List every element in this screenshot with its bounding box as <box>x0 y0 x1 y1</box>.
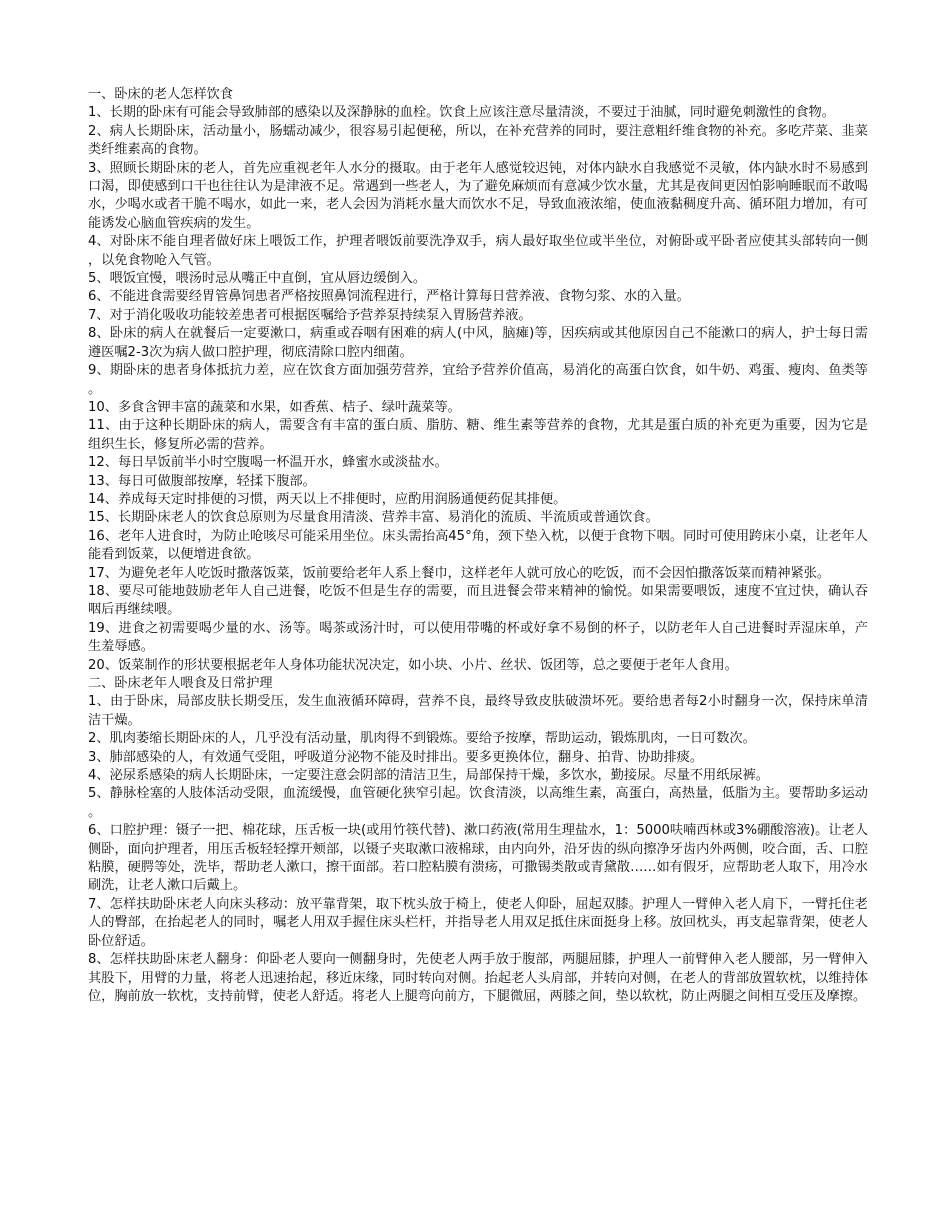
paragraph: 7、对于消化吸收功能较差患者可根据医嘱给予营养泵持续泵入胃肠营养液。 <box>88 307 532 323</box>
paragraph: 16、老年人进食时，为防止呛咳尽可能采用坐位。床头需抬高45°角，颈下垫入枕，以便于食物下咽。同时可使用跨床小桌，让老年人能看到饭菜，以便增进食欲。 <box>88 528 868 563</box>
paragraph: 19、进食之初需要喝少量的水、汤等。喝茶或汤汁时，可以使用带嘴的杯或好拿不易倒的杯子，以防老年人自己进餐时弄湿床单，产生羞辱感。 <box>88 620 868 655</box>
paragraph: 11、由于这种长期卧床的病人，需要含有丰富的蛋白质、脂肪、糖、维生素等营养的食物，尤其是蛋白质的补充更为重要，因为它是组织生长，修复所必需的营养。 <box>88 418 868 452</box>
section-title-2: 二、卧床老年人喂食及日常护理 <box>88 676 273 691</box>
paragraph: 20、饭菜制作的形状要根据老年人身体功能状况决定，如小块、小片、丝状、饭团等，总之要便于老年人食用。 <box>88 657 738 673</box>
paragraph: 18、要尽可能地鼓励老年人自己进餐，吃饭不但是生存的需要，而且进餐会带来精神的愉悦。如果需要喂饭，速度不宜过快，确认吞咽后再继续喂。 <box>88 583 868 618</box>
paragraph: 10、多食含钾丰富的蔬菜和水果，如香蕉、桔子、绿叶蔬菜等。 <box>88 399 461 415</box>
paragraph: 8、卧床的病人在就餐后一定要漱口，病重或吞咽有困难的病人(中风，脑瘫)等，因疾病或其他原因自己不能漱口的病人，护士每日需遵医嘱2-3次为病人做口腔护理，彻底清除口腔内细菌。 <box>88 326 868 360</box>
paragraph: 12、每日早饭前半小时空腹喝一杯温开水，蜂蜜水或淡盐水。 <box>88 455 448 471</box>
paragraph: 3、肺部感染的人，有效通气受阻，呼吸道分泌物不能及时排出。要多更换体位，翻身、拍背、协助排痰。 <box>88 749 704 765</box>
paragraph: 2、肌肉萎缩长期卧床的人，几乎没有活动量，肌肉得不到锻炼。要给予按摩，帮助运动，锻炼肌肉，一日可数次。 <box>88 731 756 747</box>
paragraph: 6、口腔护理：镊子一把、棉花球，压舌板一块(或用竹筷代替)、漱口药液(常用生理盐水，1：5000呋喃西林或3%硼酸溶液)。让老人侧卧，面向护理者，用压舌板轻轻撑开颊部，以镊子夹取漱口液棉球，由内向外，沿牙齿的纵向擦净牙齿内外两侧，咬合面，舌、口腔粘膜，硬腭等处，洗毕，帮助老人漱口，擦干面部。若口腔粘膜有溃疡，可撒锡类散或青黛散……如有假牙，应帮助老人取下，用冷水刷洗，让老人漱口后戴上。 <box>88 823 868 894</box>
paragraph: 9、期卧床的患者身体抵抗力差，应在饮食方面加强劳营养，宜给予营养价值高，易消化的高蛋白饮食，如牛奶、鸡蛋、瘦肉、鱼类等。 <box>88 363 868 397</box>
paragraph: 4、泌尿系感染的病人长期卧床，一定要注意会阴部的清洁卫生，局部保持干燥，多饮水，勤接尿。尽量不用纸尿裤。 <box>88 768 769 784</box>
paragraph: 6、不能进食需要经胃管鼻饲患者严格按照鼻饲流程进行，严格计算每日营养液、食物匀浆、水的入量。 <box>88 289 690 305</box>
paragraph: 3、照顾长期卧床的老人，首先应重视老年人水分的摄取。由于老年人感觉较迟钝，对体内缺水自我感觉不灵敏，体内缺水时不易感到口渴，即使感到口干也往往认为是津液不足。常遇到一些老人，为了避免麻烦而有意减少饮水量，尤其是夜间更因怕影响睡眠而不敢喝水，少喝水或者干脆不喝水，如此一来，老人会因为消耗水量大而饮水不足，导致血液浓缩，使血液黏稠度升高、循环阻力增加，有可能诱发心脑血管疾病的发生。 <box>88 160 868 231</box>
paragraph: 15、长期卧床老人的饮食总原则为尽量食用清淡、营养丰富、易消化的流质、半流质或普通饮食。 <box>88 510 659 526</box>
paragraph: 1、由于卧床，局部皮肤长期受压，发生血液循环障碍，营养不良，最终导致皮肤破溃坏死。要给患者每2小时翻身一次，保持床单清洁干燥。 <box>88 694 868 728</box>
paragraph: 5、静脉栓塞的人肢体活动受限，血流缓慢，血管硬化狭窄引起。饮食清淡，以高维生素，高蛋白，高热量，低脂为主。要帮助多运动。 <box>88 786 868 820</box>
section-title-1: 一、卧床的老人怎样饮食 <box>88 87 234 102</box>
paragraph: 5、喂饭宜慢，喂汤时忌从嘴正中直倒，宜从唇边缓倒入。 <box>88 271 427 287</box>
paragraph: 8、怎样扶助卧床老人翻身：仰卧老人要向一侧翻身时，先使老人两手放于腹部，两腿屈膝，护理人一前臂伸入老人腰部，另一臂伸入其股下，用臂的力量，将老人迅速抬起，移近床缘，同时转向对侧。抬起老人头肩部，并转向对侧，在老人的背部放置软枕，以维持体位，胸前放一软枕，支持前臂，使老人舒适。将老人上腿弯向前方，下腿微屈，两膝之间，垫以软枕，防止两腿之间相互受压及摩擦。 <box>88 952 868 1004</box>
paragraph: 1、长期的卧床有可能会导致肺部的感染以及深静脉的血栓。饮食上应该注意尽量清淡，不要过于油腻，同时避免刺激性的食物。 <box>88 105 835 121</box>
paragraph: 7、怎样扶助卧床老人向床头移动：放平靠背架，取下枕头放于椅上，使老人仰卧，屈起双膝。护理人一臂伸入老人肩下，一臂托住老人的臀部，在抬起老人的同时，嘱老人用双手握住床头栏杆，并指导老人用双足抵住床面挺身上移。放回枕头，再支起靠背架，使老人卧位舒适。 <box>88 896 868 949</box>
document-page <box>88 86 868 1006</box>
paragraph: 14、养成每天定时排便的习惯，两天以上不排便时，应酌用润肠通便药促其排便。 <box>88 491 567 507</box>
paragraph: 17、为避免老年人吃饭时撒落饭菜，饭前要给老年人系上餐巾，这样老年人就可放心的吃饭，而不会因怕撒落饭菜而精神紧张。 <box>88 565 831 581</box>
paragraph: 2、病人长期卧床，活动量小，肠蠕动减少，很容易引起便秘，所以，在补充营养的同时，要注意粗纤维食物的补充。多吃芹菜、韭菜类纤维素高的食物。 <box>88 123 868 158</box>
paragraph: 4、对卧床不能自理者做好床上喂饭工作，护理者喂饭前要洗净双手，病人最好取坐位或半坐位，对俯卧或平卧者应使其头部转向一侧，以免食物呛入气管。 <box>88 234 868 268</box>
paragraph: 13、每日可做腹部按摩，轻揉下腹部。 <box>88 473 316 489</box>
